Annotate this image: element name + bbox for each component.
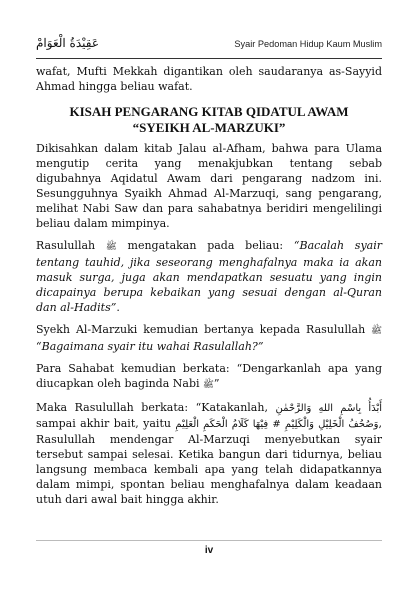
paragraph-2 [36, 238, 382, 315]
header-running-title: Syair Pedoman Hidup Kaum Muslim [234, 39, 382, 49]
paragraph-3 [36, 322, 382, 354]
header-arabic-title: عَقِيْدَةُ الْعَوَامْ [36, 36, 99, 50]
section-heading-line-2: “SYEIKH AL-MARZUKI” [132, 120, 286, 135]
paragraph-3-quote: “Bagaimana syair itu wahai Rasulallah?” [36, 340, 264, 353]
paragraph-2-mid: mengatakan pada beliau: [116, 239, 294, 252]
saw-honorific-symbol: ﷺ [105, 242, 117, 252]
header-divider [36, 58, 382, 59]
arabic-verse-opening: أَبْدَأُ بِاسْمِ اللهِ وَالرَّحْمٰنِ [275, 403, 383, 414]
footer-divider [36, 540, 382, 541]
page-number: iv [204, 545, 214, 556]
section-heading [36, 104, 382, 136]
section-heading-line-1: KISAH PENGARANG KITAB QIDATUL AWAM [69, 104, 349, 119]
paragraph-5-mid-1: sampai akhir bait, yaitu [36, 417, 176, 430]
saw-honorific-symbol: ﷺ [371, 326, 382, 336]
intro-paragraph: wafat, Mufti Mekkah digantikan oleh saudaranya as-Sayyid Ahmad hingga beliau wafat. [36, 65, 382, 93]
saw-honorific-symbol: ﷺ [203, 380, 214, 390]
paragraph-3-lead: Syekh Al-Marzuki kemudian bertanya kepada Rasulullah [36, 323, 366, 336]
paragraph-2-lead: Rasulullah [36, 239, 96, 252]
paragraph-4-end: ” [213, 377, 220, 390]
paragraph-1: Dikisahkan dalam kitab Jalau al-Afham, bahwa para Ulama mengutip cerita yang menakjubkan tentang sebab digubahnya Aqidatul Awam dari pengarang nadzom ini. Sesungguhnya Syaikh Ahmad Al-Marzuqi, sang pengarang, melihat Nabi Saw dan para sahabatnya beridiri mengelilingi beliau dalam mimpinya. [36, 142, 382, 230]
paragraph-4 [36, 361, 382, 393]
arabic-verse-closing: وَصُحُفُ الْخَلِيْلِ وَالْكَلِيْمِ # فِيْهَا كَلَامُ الْحَكَمِ الْعَلِيْمِ [175, 419, 379, 430]
page-header [36, 36, 382, 54]
paragraph-5-mid-2: , Rasulullah mendengar Al-Marzuqi menyebutkan syair tersebut sampai selesai. Ketika bangun dari tidurnya, beliau langsung membaca kembali apa yang telah didapatkannya dalam mimpi, spontan beliau menghafalnya dalam keadaan utuh dari awal bait hingga akhir. [36, 417, 383, 506]
paragraph-2-quote: “Bacalah syair tentang tauhid, jika seseorang menghafalnya maka ia akan masuk surga, juga akan mendapatkan sesuatu yang ingin dicapainya berupa kebaikan yang sesuai dengan al-Quran dan al-Hadits” [36, 239, 382, 314]
paragraph-5-lead: Maka Rasulullah berkata: “Katakanlah, [36, 401, 268, 414]
paragraph-2-end: . [116, 301, 120, 314]
paragraph-5 [36, 400, 382, 507]
page-body [36, 64, 382, 514]
paragraph-4-text: Para Sahabat kemudian berkata: “Dengarkanlah apa yang diucapkan oleh baginda Nabi [36, 362, 382, 390]
